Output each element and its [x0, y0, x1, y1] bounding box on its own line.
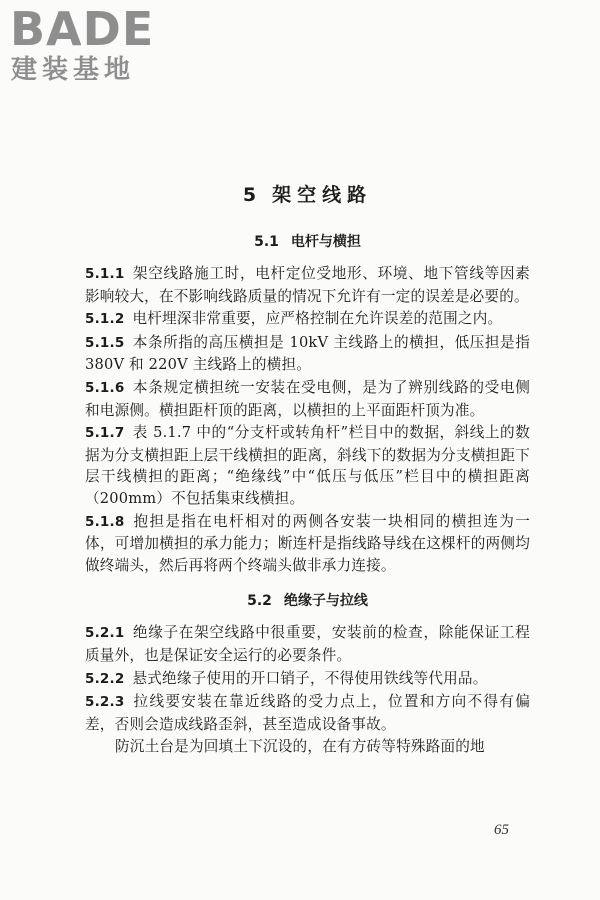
section-number: 5.2 [247, 593, 272, 610]
page-number: 65 [494, 822, 509, 838]
section-title-5-1 [85, 231, 530, 251]
clause-text: 抱担是指在电杆相对的两侧各安装一块相同的横担连为一体，可增加横担的承力能力；断连杆是指线路导线在这棵杆的两侧均做终端头，然后再将两个终端头做非承力连接。 [85, 512, 530, 574]
section-number: 5.1 [254, 234, 279, 250]
clause-number: 5.1.7 [85, 425, 125, 442]
section-title-text: 绝缘子与拉线 [283, 593, 368, 610]
clause-5-1-8 [85, 511, 530, 577]
clause-text: 绝缘子在架空线路中很重要，安装前的检查，除能保证工程质量外，也是保证安全运行的必要条件。 [85, 624, 530, 664]
trailing-paragraph: 防沉土台是为回填土下沉设的，在有方砖等特殊路面的地 [115, 738, 485, 756]
page-content [85, 180, 530, 759]
clause-5-2-2 [85, 668, 530, 691]
chapter-title-text: 架空线路 [272, 184, 373, 206]
clause-text: 架空线路施工时，电杆定位受地形、环境、地下管线等因素影响较大，在不影响线路质量的情况下允许有一定的误差是必要的。 [85, 265, 530, 305]
logo-subtitle: 建装基地 [11, 55, 136, 85]
clause-5-1-5 [85, 332, 530, 376]
clause-text: 本条规定横担统一安装在受电侧，是为了辨别线路的受电侧和电源侧。横担距杆顶的距离，以横担的上平面距杆顶为准。 [85, 378, 530, 419]
clause-text: 本条所指的高压横担是 10kV 主线路上的横担，低压担是指 380V 和 220V 主线路上的横担。 [85, 333, 530, 374]
clause-5-1-2 [85, 308, 530, 331]
logo-word: BADE [10, 2, 155, 56]
chapter-title [85, 180, 530, 207]
section-title-5-2 [85, 590, 530, 610]
clause-number: 5.1.5 [85, 334, 125, 351]
clause-text: 表 5.1.7 中的“分支杆或转角杆”栏目中的数据，斜线上的数据为分支横担距上层干线横担的距离，斜线下的数据为分支横担距下层干线横担的距离；“绝缘线”中“低压与低压”栏目中的横担距离（200mm）不包括集束线横担。 [85, 424, 530, 507]
clause-number: 5.2.3 [85, 694, 125, 711]
chapter-number: 5 [242, 184, 263, 206]
clause-5-2-1 [85, 622, 530, 666]
clause-5-1-1 [85, 263, 530, 307]
clause-number: 5.1.6 [85, 379, 125, 396]
clause-number: 5.1.8 [85, 513, 125, 530]
clause-number: 5.2.2 [85, 670, 125, 687]
clause-5-1-6 [85, 377, 530, 421]
bade-logo [10, 2, 180, 86]
clause-number: 5.1.2 [85, 311, 125, 328]
clause-text: 电杆埋深非常重要，应严格控制在允许误差的范围之内。 [132, 310, 503, 328]
section-title-text: 电杆与横担 [290, 234, 361, 250]
clause-text: 拉线要安装在靠近线路的受力点上，位置和方向不得有偏差，否则会造成线路歪斜，甚至造成设备事故。 [85, 693, 530, 733]
clause-5-1-7 [85, 422, 530, 509]
clause-number: 5.1.1 [85, 266, 125, 282]
clause-number: 5.2.1 [85, 625, 125, 642]
clause-5-2-3 [85, 691, 530, 735]
clause-text: 悬式绝缘子使用的开口销子，不得使用铁线等代用品。 [132, 669, 488, 687]
